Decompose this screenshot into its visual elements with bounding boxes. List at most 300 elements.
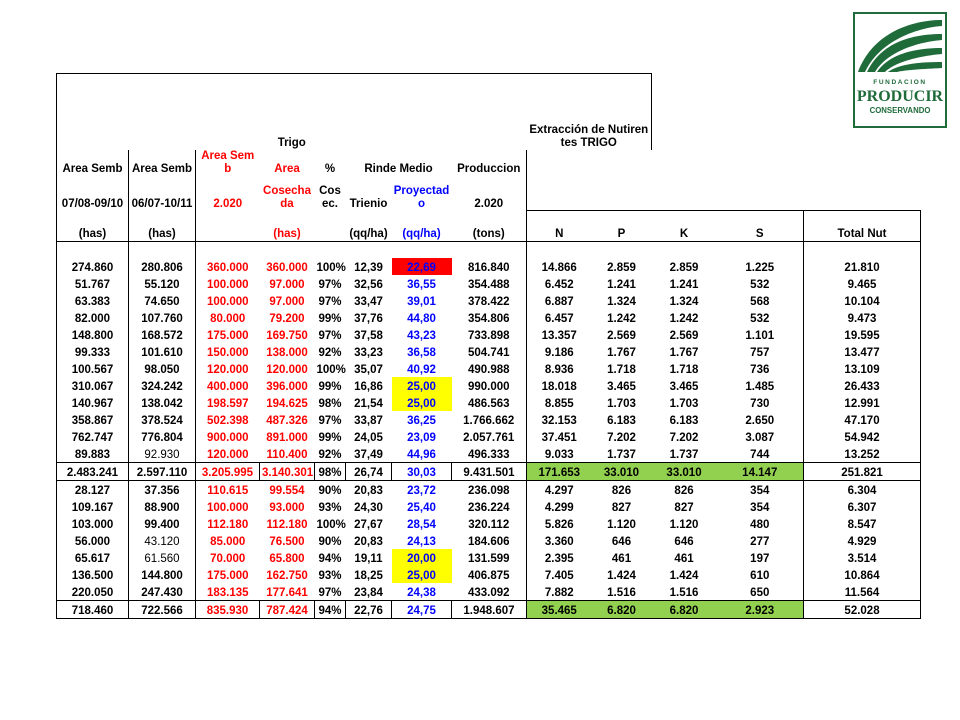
cell-produccion: 354.806 xyxy=(467,313,510,325)
cell-rinde-trienio: 33,23 xyxy=(354,347,383,359)
cell-rinde-proyectado: 23,09 xyxy=(407,432,436,444)
cell-area-semb-0708: 82.000 xyxy=(57,309,129,326)
cell-rinde-trienio: 18,25 xyxy=(354,570,383,582)
cell-total-nut: 54.942 xyxy=(804,428,921,445)
cell-n: 2.395 xyxy=(527,549,592,566)
trigo-data-table xyxy=(56,73,921,619)
col-produccion-unit: (tons) xyxy=(472,228,505,240)
cell-rinde-trienio: 37,49 xyxy=(354,449,383,461)
cell-area-semb-0708: 100.567 xyxy=(57,360,129,377)
cell-pct-cosec: 98% xyxy=(315,463,346,481)
cell-s: 1.101 xyxy=(745,330,775,342)
cell-total-nut: 12.991 xyxy=(804,394,921,411)
table-row xyxy=(57,258,921,275)
cell-area-cosechada: 487.326 xyxy=(266,415,308,427)
cell-rinde-trienio: 21,54 xyxy=(354,398,383,410)
cell-area-semb-0607: 92.930 xyxy=(129,445,196,463)
cell-k: 6.183 xyxy=(669,415,699,427)
cell-total-nut: 19.595 xyxy=(804,326,921,343)
cell-area-cosechada: 162.750 xyxy=(266,570,308,582)
cell-pct-cosec: 97% xyxy=(318,587,342,599)
cell-rinde-trienio: 37,76 xyxy=(354,313,383,325)
cell-area-semb-2020: 400.000 xyxy=(196,377,260,394)
cell-total-nut: 52.028 xyxy=(804,601,921,619)
cell-pct-cosec: 99% xyxy=(318,432,342,444)
cell-area-semb-0708: 56.000 xyxy=(57,532,129,549)
cell-n: 4.297 xyxy=(527,481,592,499)
table-row xyxy=(57,292,921,309)
cell-total-nut: 26.433 xyxy=(804,377,921,394)
cell-pct-cosec: 97% xyxy=(318,415,342,427)
cell-rinde-proyectado: 24,13 xyxy=(407,536,436,548)
cell-produccion: 320.112 xyxy=(468,519,510,531)
cell-area-semb-0708: 762.747 xyxy=(57,428,129,445)
table-row xyxy=(57,394,921,411)
cell-area-cosechada: 360.000 xyxy=(266,262,308,274)
cell-rinde-proyectado: 44,80 xyxy=(407,313,436,325)
table-row xyxy=(57,549,921,566)
cell-produccion: 378.422 xyxy=(467,296,510,308)
cell-area-semb-0607: 378.524 xyxy=(129,411,196,428)
cell-k: 461 xyxy=(674,553,694,565)
cell-rinde-trienio: 20,83 xyxy=(354,485,383,497)
cell-produccion: 406.875 xyxy=(467,570,510,582)
cell-area-semb-0708: 2.483.241 xyxy=(57,463,129,481)
table-row xyxy=(57,481,921,499)
cell-rinde-proyectado: 25,40 xyxy=(407,502,436,514)
cell-n: 6.452 xyxy=(527,275,592,292)
cell-pct-cosec: 99% xyxy=(318,313,342,325)
cell-area-semb-0607: 55.120 xyxy=(129,275,196,292)
cell-pct-cosec: 92% xyxy=(318,347,342,359)
cell-area-semb-2020: 175.000 xyxy=(196,326,260,343)
cell-k: 1.516 xyxy=(669,587,699,599)
cell-k: 33.010 xyxy=(652,463,717,481)
cell-p: 1.703 xyxy=(607,398,636,410)
cell-p: 1.767 xyxy=(607,347,636,359)
cell-total-nut: 47.170 xyxy=(804,411,921,428)
cell-area-semb-0607: 101.610 xyxy=(129,343,196,360)
cell-area-semb-0708: 65.617 xyxy=(57,549,129,566)
cell-n: 6.457 xyxy=(527,309,592,326)
cell-rinde-trienio: 27,67 xyxy=(354,519,383,531)
cell-rinde-proyectado: 20,00 xyxy=(392,549,452,566)
cell-pct-cosec: 100% xyxy=(316,262,346,274)
cell-n: 7.882 xyxy=(527,583,592,601)
cell-n: 171.653 xyxy=(527,463,592,481)
cell-rinde-proyectado: 22,69 xyxy=(392,258,452,275)
cell-rinde-proyectado: 23,72 xyxy=(407,485,436,497)
cell-p: 1.324 xyxy=(607,296,636,308)
cell-s: 3.087 xyxy=(745,432,775,444)
table-row xyxy=(57,532,921,549)
svg-text:CONSERVANDO: CONSERVANDO xyxy=(869,106,931,115)
cell-area-semb-2020: 502.398 xyxy=(196,411,260,428)
cell-area-semb-0607: 776.804 xyxy=(129,428,196,445)
cell-area-cosechada: 787.424 xyxy=(260,601,315,619)
cell-s: 277 xyxy=(750,536,770,548)
cell-k: 2.569 xyxy=(669,330,699,342)
cell-area-semb-0607: 2.597.110 xyxy=(129,463,196,481)
cell-area-semb-2020: 360.000 xyxy=(196,258,260,275)
cell-n: 8.936 xyxy=(527,360,592,377)
cell-pct-cosec: 97% xyxy=(318,296,342,308)
cell-area-cosechada: 65.800 xyxy=(269,553,305,565)
col-area-semb-0708-label: Area Semb xyxy=(57,150,129,176)
col-rinde-medio-label: Rinde Medio xyxy=(364,163,433,175)
cell-k: 1.737 xyxy=(669,449,699,461)
cell-p: 33.010 xyxy=(592,463,652,481)
cell-k: 1.718 xyxy=(669,364,699,376)
cell-total-nut: 3.514 xyxy=(804,549,921,566)
total-row xyxy=(57,601,921,619)
cell-n: 3.360 xyxy=(527,532,592,549)
cell-total-nut: 13.109 xyxy=(804,360,921,377)
cell-area-semb-0708: 99.333 xyxy=(57,343,129,360)
cell-area-semb-0708: 220.050 xyxy=(57,583,129,601)
cell-p: 3.465 xyxy=(607,381,636,393)
cell-pct-cosec: 98% xyxy=(318,398,342,410)
cell-area-cosechada: 93.000 xyxy=(269,502,305,514)
cell-area-semb-2020: 100.000 xyxy=(196,275,260,292)
cell-s: 744 xyxy=(750,449,770,461)
cell-area-semb-2020: 110.615 xyxy=(196,481,260,499)
cell-p: 1.424 xyxy=(607,570,636,582)
cell-area-semb-0607: 107.760 xyxy=(129,309,196,326)
cell-total-nut: 8.547 xyxy=(804,515,921,532)
cell-s: 650 xyxy=(750,587,770,599)
cell-k: 1.242 xyxy=(669,313,699,325)
col-area-cosechada-label: Area xyxy=(274,163,300,175)
cell-area-semb-0708: 89.883 xyxy=(57,445,129,463)
cell-pct-cosec: 97% xyxy=(318,330,342,342)
cell-area-cosechada: 891.000 xyxy=(266,432,308,444)
nutrient-extraction-title: Extracción de Nutirentes TRIGO xyxy=(527,74,652,151)
cell-area-semb-0607: 74.650 xyxy=(129,292,196,309)
cell-s: 480 xyxy=(750,519,770,531)
cell-produccion: 433.092 xyxy=(467,587,510,599)
col-area-0708-period: 07/08-09/10 xyxy=(57,176,129,211)
cell-pct-cosec: 90% xyxy=(318,485,342,497)
cell-p: 1.242 xyxy=(607,313,636,325)
cell-p: 646 xyxy=(611,536,632,548)
cell-total-nut: 6.304 xyxy=(804,481,921,499)
cell-rinde-trienio: 37,58 xyxy=(354,330,383,342)
table-row xyxy=(57,343,921,360)
cell-area-cosechada: 76.500 xyxy=(269,536,305,548)
cell-area-semb-0708: 358.867 xyxy=(57,411,129,428)
cell-s: 532 xyxy=(750,279,770,291)
cell-rinde-trienio: 16,86 xyxy=(354,381,383,393)
cell-rinde-proyectado: 25,00 xyxy=(392,377,452,394)
cell-p: 7.202 xyxy=(607,432,636,444)
cell-k: 2.859 xyxy=(669,262,699,274)
cell-p: 1.516 xyxy=(607,587,636,599)
cell-k: 1.241 xyxy=(669,279,699,291)
cell-area-semb-0708: 136.500 xyxy=(57,566,129,583)
table-row xyxy=(57,275,921,292)
cell-s: 532 xyxy=(750,313,770,325)
cell-area-cosechada: 396.000 xyxy=(266,381,308,393)
col-cosechada-label: Cosechada xyxy=(263,184,311,210)
cell-area-cosechada: 177.641 xyxy=(266,587,308,599)
cell-area-semb-0607: 722.566 xyxy=(129,601,196,619)
cell-rinde-proyectado: 40,92 xyxy=(407,364,436,376)
cell-k: 827 xyxy=(674,502,694,514)
cell-area-semb-2020: 198.597 xyxy=(196,394,260,411)
cell-produccion: 2.057.761 xyxy=(463,432,515,444)
cell-area-semb-0708: 103.000 xyxy=(57,515,129,532)
table-row xyxy=(57,326,921,343)
cell-s: 730 xyxy=(750,398,770,410)
cell-p: 1.737 xyxy=(607,449,636,461)
cell-s: 757 xyxy=(750,347,770,359)
cell-s: 736 xyxy=(750,364,770,376)
cell-pct-cosec: 93% xyxy=(318,502,342,514)
cell-p: 2.859 xyxy=(607,262,636,274)
cell-s: 610 xyxy=(750,570,770,582)
table-row xyxy=(57,583,921,601)
cell-rinde-proyectado: 30,03 xyxy=(392,463,452,481)
cell-area-semb-0708: 140.967 xyxy=(57,394,129,411)
cell-area-semb-0607: 144.800 xyxy=(129,566,196,583)
cell-pct-cosec: 90% xyxy=(318,536,342,548)
cell-area-semb-2020: 900.000 xyxy=(196,428,260,445)
cell-produccion: 1.766.662 xyxy=(463,415,515,427)
cell-area-cosechada: 138.000 xyxy=(266,347,308,359)
cell-s: 354 xyxy=(750,485,770,497)
cell-n: 14.866 xyxy=(527,258,592,275)
col-k-label: K xyxy=(652,211,717,242)
cell-s: 354 xyxy=(750,502,770,514)
col-area-0607-unit: (has) xyxy=(129,211,196,242)
cell-rinde-proyectado: 36,58 xyxy=(407,347,436,359)
cell-area-cosechada: 79.200 xyxy=(269,313,305,325)
cell-total-nut: 11.564 xyxy=(804,583,921,601)
cell-produccion: 990.000 xyxy=(467,381,510,393)
cell-n: 8.855 xyxy=(527,394,592,411)
cell-rinde-proyectado: 25,00 xyxy=(392,566,452,583)
table-row xyxy=(57,309,921,326)
col-proyectado-unit: (qq/ha) xyxy=(402,228,441,240)
cell-pct-cosec: 93% xyxy=(318,570,342,582)
cell-n: 9.033 xyxy=(527,445,592,463)
cell-s: 2.650 xyxy=(745,415,775,427)
cell-area-semb-2020: 120.000 xyxy=(196,360,260,377)
cell-area-semb-2020: 80.000 xyxy=(196,309,260,326)
cell-area-semb-2020: 3.205.995 xyxy=(196,463,260,481)
col-proyectado-label: Proyectado xyxy=(393,184,450,210)
cell-rinde-trienio: 19,11 xyxy=(354,553,383,565)
cell-k: 1.767 xyxy=(669,347,699,359)
cell-produccion: 236.224 xyxy=(467,502,510,514)
cell-area-cosechada: 3.140.301 xyxy=(260,463,315,481)
table-row xyxy=(57,377,921,394)
cell-rinde-trienio: 24,30 xyxy=(354,502,383,514)
col-n-label: N xyxy=(527,211,592,242)
cell-area-semb-0607: 168.572 xyxy=(129,326,196,343)
cell-area-semb-0607: 99.400 xyxy=(129,515,196,532)
cell-area-semb-0607: 280.806 xyxy=(129,258,196,275)
cell-pct-cosec: 94% xyxy=(318,553,342,565)
cell-pct-cosec: 100% xyxy=(316,364,346,376)
cell-area-semb-0708: 274.860 xyxy=(57,258,129,275)
cell-area-semb-2020: 100.000 xyxy=(196,498,260,515)
cell-total-nut: 10.104 xyxy=(804,292,921,309)
col-produccion-label: Produccion xyxy=(457,163,521,175)
cell-rinde-proyectado: 24,38 xyxy=(407,587,436,599)
table-row xyxy=(57,498,921,515)
svg-text:FUNDACION: FUNDACION xyxy=(873,79,927,86)
cell-total-nut: 251.821 xyxy=(804,463,921,481)
cell-k: 1.703 xyxy=(669,398,699,410)
cell-area-semb-0607: 98.050 xyxy=(129,360,196,377)
svg-text:PRODUCIR: PRODUCIR xyxy=(856,88,944,105)
cell-k: 1.120 xyxy=(669,519,699,531)
cell-total-nut: 13.252 xyxy=(804,445,921,463)
cell-area-semb-0708: 718.460 xyxy=(57,601,129,619)
cell-area-semb-2020: 835.930 xyxy=(196,601,260,619)
cell-produccion: 490.988 xyxy=(467,364,510,376)
cell-produccion: 496.333 xyxy=(467,449,510,461)
cell-rinde-trienio: 12,39 xyxy=(354,262,383,274)
cell-n: 7.405 xyxy=(527,566,592,583)
cell-produccion: 9.431.501 xyxy=(452,463,527,481)
cell-p: 827 xyxy=(611,502,632,514)
cell-area-semb-0607: 37.356 xyxy=(129,481,196,499)
table-row xyxy=(57,411,921,428)
cell-total-nut: 4.929 xyxy=(804,532,921,549)
cell-n: 4.299 xyxy=(527,498,592,515)
cell-p: 826 xyxy=(611,485,632,497)
col-p-label: P xyxy=(592,211,652,242)
cell-area-semb-0607: 88.900 xyxy=(129,498,196,515)
cell-area-semb-0708: 51.767 xyxy=(57,275,129,292)
cell-rinde-proyectado: 44,96 xyxy=(407,449,436,461)
cell-pct-cosec: 92% xyxy=(318,449,342,461)
cell-k: 1.424 xyxy=(669,570,699,582)
cell-area-semb-2020: 183.135 xyxy=(196,583,260,601)
col-area-semb-0607-label: Area Semb xyxy=(129,150,196,176)
cell-total-nut: 9.465 xyxy=(804,275,921,292)
cell-area-semb-0708: 63.383 xyxy=(57,292,129,309)
cell-n: 13.357 xyxy=(527,326,592,343)
cell-produccion: 236.098 xyxy=(467,485,510,497)
cell-produccion: 1.948.607 xyxy=(452,601,527,619)
cell-k: 3.465 xyxy=(669,381,699,393)
cell-produccion: 816.840 xyxy=(467,262,510,274)
table-row xyxy=(57,428,921,445)
cell-s: 14.147 xyxy=(717,463,804,481)
total-row xyxy=(57,463,921,481)
cell-area-semb-2020: 85.000 xyxy=(196,532,260,549)
cell-p: 6.183 xyxy=(607,415,636,427)
col-total-nut-label: Total Nut xyxy=(804,211,921,242)
cell-s: 1.225 xyxy=(745,262,775,274)
cell-total-nut: 10.864 xyxy=(804,566,921,583)
cell-area-cosechada: 112.180 xyxy=(266,519,308,531)
cell-rinde-proyectado: 24,75 xyxy=(392,601,452,619)
col-trienio-unit: (qq/ha) xyxy=(349,228,388,240)
cell-produccion: 486.563 xyxy=(467,398,510,410)
cell-s: 568 xyxy=(750,296,770,308)
table-title: Trigo xyxy=(57,74,527,151)
cell-n: 18.018 xyxy=(527,377,592,394)
col-area-0708-unit: (has) xyxy=(57,211,129,242)
col-area-semb-2020-label: Area Semb xyxy=(196,150,260,176)
cell-produccion: 131.599 xyxy=(467,553,510,565)
cell-s: 197 xyxy=(750,553,770,565)
cell-rinde-trienio: 35,07 xyxy=(354,364,383,376)
cell-k: 6.820 xyxy=(652,601,717,619)
cell-area-cosechada: 110.400 xyxy=(266,449,308,461)
cell-n: 35.465 xyxy=(527,601,592,619)
cell-p: 1.120 xyxy=(607,519,636,531)
cell-total-nut: 21.810 xyxy=(804,258,921,275)
col-s-label: S xyxy=(717,211,804,242)
cell-pct-cosec: 97% xyxy=(318,279,342,291)
col-pct-cosec-label: % xyxy=(324,163,336,175)
cell-total-nut: 13.477 xyxy=(804,343,921,360)
cell-n: 9.186 xyxy=(527,343,592,360)
cell-rinde-proyectado: 39,01 xyxy=(407,296,436,308)
cell-p: 6.820 xyxy=(592,601,652,619)
cell-k: 7.202 xyxy=(669,432,699,444)
col-area-0607-period: 06/07-10/11 xyxy=(129,176,196,211)
cell-rinde-trienio: 32,56 xyxy=(354,279,383,291)
cell-rinde-proyectado: 36,25 xyxy=(407,415,436,427)
cell-rinde-trienio: 23,84 xyxy=(354,587,383,599)
cell-n: 32.153 xyxy=(527,411,592,428)
cell-produccion: 184.606 xyxy=(467,536,510,548)
table-row xyxy=(57,566,921,583)
cell-rinde-trienio: 24,05 xyxy=(354,432,383,444)
cell-p: 2.569 xyxy=(607,330,636,342)
cell-area-semb-2020: 70.000 xyxy=(196,549,260,566)
cell-n: 6.887 xyxy=(527,292,592,309)
cell-s: 1.485 xyxy=(745,381,775,393)
cell-k: 646 xyxy=(674,536,694,548)
table-row xyxy=(57,360,921,377)
cell-area-semb-0607: 138.042 xyxy=(129,394,196,411)
cell-rinde-proyectado: 25,00 xyxy=(392,394,452,411)
cell-area-semb-2020: 150.000 xyxy=(196,343,260,360)
cell-area-semb-0607: 324.242 xyxy=(129,377,196,394)
cell-total-nut: 9.473 xyxy=(804,309,921,326)
cell-rinde-trienio: 33,87 xyxy=(354,415,383,427)
cell-rinde-trienio: 22,76 xyxy=(346,601,392,619)
cell-area-cosechada: 99.554 xyxy=(269,485,305,497)
table-row xyxy=(57,445,921,463)
cell-k: 826 xyxy=(674,485,694,497)
cell-k: 1.324 xyxy=(669,296,699,308)
cell-pct-cosec: 94% xyxy=(315,601,346,619)
cell-p: 1.718 xyxy=(607,364,636,376)
cell-area-semb-2020: 175.000 xyxy=(196,566,260,583)
cell-area-cosechada: 194.625 xyxy=(266,398,308,410)
cell-p: 1.241 xyxy=(607,279,636,291)
cell-n: 5.826 xyxy=(527,515,592,532)
table-row xyxy=(57,515,921,532)
cell-area-cosechada: 120.000 xyxy=(266,364,308,376)
cell-rinde-trienio: 33,47 xyxy=(354,296,383,308)
cell-total-nut: 6.307 xyxy=(804,498,921,515)
cell-area-semb-0607: 61.560 xyxy=(129,549,196,566)
cell-area-cosechada: 97.000 xyxy=(269,296,305,308)
cell-n: 37.451 xyxy=(527,428,592,445)
cell-s: 2.923 xyxy=(717,601,804,619)
cell-produccion: 504.741 xyxy=(467,347,510,359)
